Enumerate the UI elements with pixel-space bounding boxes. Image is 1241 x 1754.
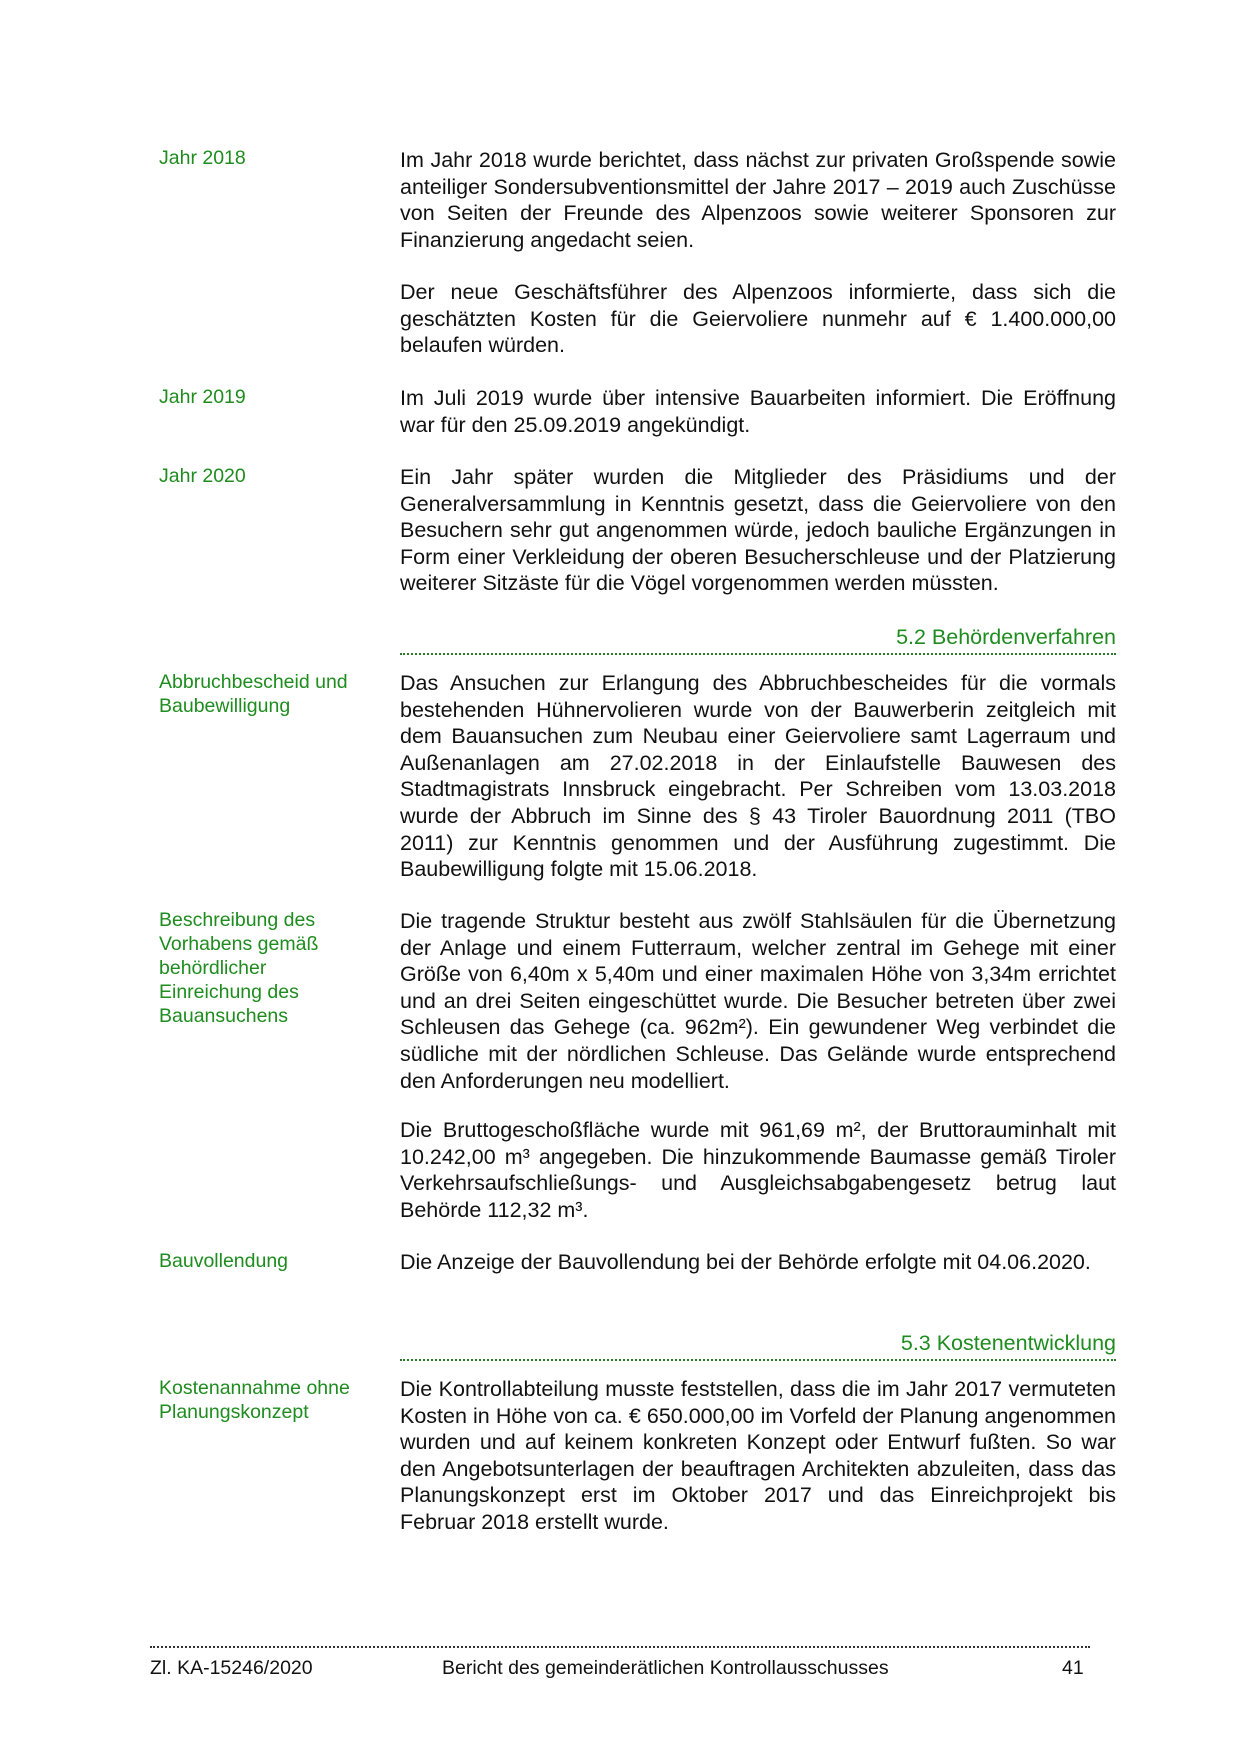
margin-label-jahr-2018: Jahr 2018: [159, 147, 246, 169]
heading-divider: [400, 1359, 1116, 1361]
margin-label-jahr-2020: Jahr 2020: [159, 465, 246, 487]
section-heading-kostenentwicklung: 5.3 Kostenentwicklung: [900, 1331, 1116, 1355]
footer-reference: Zl. KA-15246/2020: [150, 1657, 313, 1679]
page-number: 41: [1062, 1657, 1084, 1679]
heading-divider: [400, 653, 1116, 655]
margin-label-bauvollendung: Bauvollendung: [159, 1250, 289, 1272]
footer-divider: [150, 1646, 1090, 1648]
paragraph-abbruchbescheid: Das Ansuchen zur Erlangung des Abbruchbescheides für die vormals bestehenden Hühnervolieren wurde von der Bauwerberin zeitgleich mit dem Bauansuchen zum Neubau einer Geiervoliere samt Lagerraum und Außenanlagen am 27.02.2018 in der Einlaufstelle Bauwesen des Stadtmagistrats Innsbruck eingebracht. Per Schreiben vom 13.03.2018 wurde der Abbruch im Sinne des § 43 Tiroler Bauordnung 2011 (TBO 2011) zur Kenntnis genommen und der Ausführung zugestimmt. Die Baubewilligung folgte mit 15.06.2018.: [400, 671, 1116, 882]
paragraph-beschreibung-2: Die Bruttogeschoßfläche wurde mit 961,69 m², der Bruttorauminhalt mit 10.242,00 m³ angegeben. Die hinzukommende Baumasse gemäß Tiroler Verkehrsaufschließungs- und Ausgleichsabgabengesetz betrug laut Behörde 112,32 m³.: [400, 1118, 1116, 1222]
footer-title: Bericht des gemeinderätlichen Kontrollausschusses: [442, 1657, 889, 1679]
paragraph-kostenannahme: Die Kontrollabteilung musste feststellen, dass die im Jahr 2017 vermuteten Kosten in Höhe von ca. € 650.000,00 im Vorfeld der Planung angenommen wurden und auf keinem konkreten Konzept oder Entwurf fußten. So war den Angebotsunterlagen der beauftragen Architekten abzuleiten, dass das Planungskonzept erst im Oktober 2017 und das Einreichprojekt bis Februar 2018 erstellt wurde.: [400, 1377, 1116, 1534]
paragraph-bauvollendung: Die Anzeige der Bauvollendung bei der Behörde erfolgte mit 04.06.2020.: [400, 1250, 1091, 1274]
section-heading-behoerdenverfahren: 5.2 Behördenverfahren: [896, 625, 1116, 649]
margin-label-jahr-2019: Jahr 2019: [159, 386, 246, 408]
paragraph-jahr-2018-1: Im Jahr 2018 wurde berichtet, dass nächst zur privaten Großspende sowie anteiliger Sondersubventionsmittel der Jahre 2017 – 2019 auch Zuschüsse von Seiten der Freunde des Alpenzoos sowie weiterer Sponsoren zur Finanzierung angedacht seien.: [400, 148, 1116, 252]
paragraph-jahr-2018-2: Der neue Geschäftsführer des Alpenzoos informierte, dass sich die geschätzten Kosten für die Geiervoliere nunmehr auf € 1.400.000,00 belaufen würden.: [400, 280, 1116, 358]
paragraph-jahr-2020: Ein Jahr später wurden die Mitglieder des Präsidiums und der Generalversammlung in Kenntnis gesetzt, dass die Geiervoliere von den Besuchern sehr gut angenommen würde, jedoch bauliche Ergänzungen in Form einer Verkleidung der oberen Besucherschleuse und der Platzierung weiterer Sitzäste für die Vögel vorgenommen werden müssten.: [400, 465, 1116, 596]
margin-label-beschreibung: Beschreibung des Vorhabens gemäß behördlicher Einreichung des Bauansuchens: [159, 909, 319, 1027]
paragraph-beschreibung-1: Die tragende Struktur besteht aus zwölf Stahlsäulen für die Übernetzung der Anlage und einem Futterraum, welcher zentral im Gehege mit einer Größe von 6,40m x 5,40m und einer maximalen Höhe von 3,34m errichtet und an drei Seiten eingeschüttet wurde. Die Besucher betreten über zwei Schleusen das Gehege (ca. 962m²). Ein gewundener Weg verbindet die südliche mit der nördlichen Schleuse. Das Gelände wurde entsprechend den Anforderungen neu modelliert.: [400, 909, 1116, 1093]
paragraph-jahr-2019: Im Juli 2019 wurde über intensive Bauarbeiten informiert. Die Eröffnung war für den 25.09.2019 angekündigt.: [400, 386, 1116, 437]
margin-label-kostenannahme: Kostenannahme ohne Planungskonzept: [159, 1377, 350, 1423]
margin-label-abbruchbescheid: Abbruchbescheid und Baubewilligung: [159, 671, 348, 717]
